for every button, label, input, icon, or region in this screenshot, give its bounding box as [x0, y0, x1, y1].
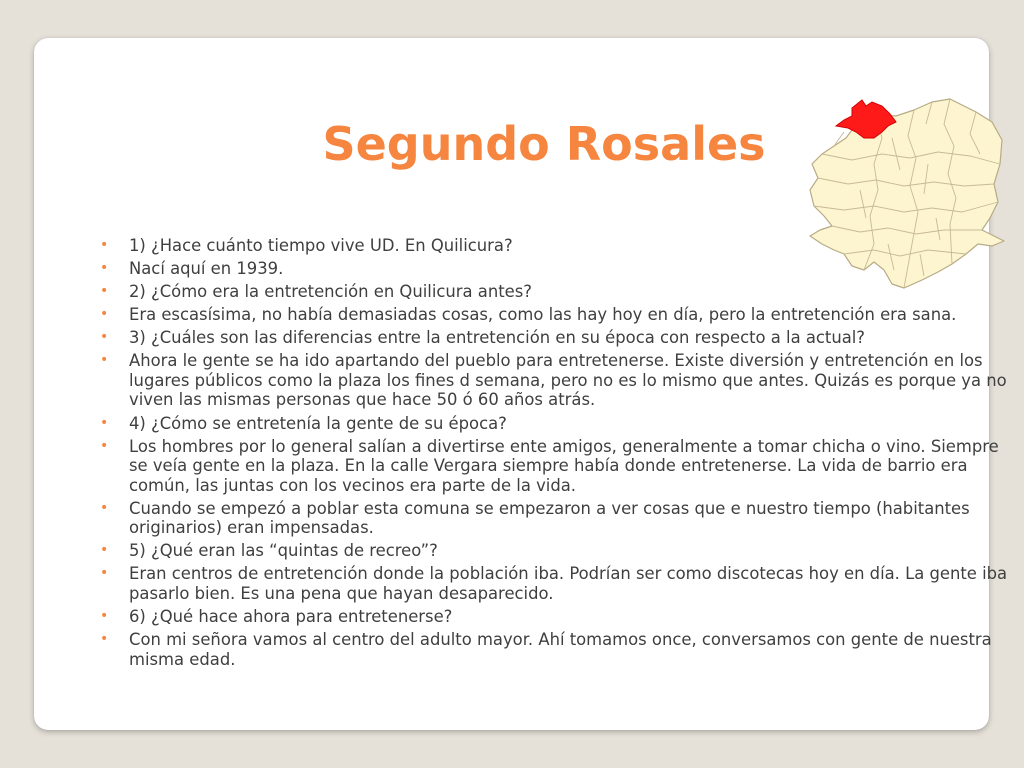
bullet-item: [98, 564, 1010, 603]
bullet-dot-icon: •: [100, 352, 109, 369]
bullet-text: 6) ¿Qué hace ahora para entretenerse?: [129, 607, 453, 627]
bullet-item: [98, 236, 1010, 256]
bullet-dot-icon: •: [100, 631, 109, 648]
bullet-dot-icon: •: [100, 608, 109, 625]
bullet-dot-icon: •: [100, 499, 109, 516]
bullet-text: 4) ¿Cómo se entretenía la gente de su época?: [129, 413, 507, 433]
bullet-text: Con mi señora vamos al centro del adulto mayor. Ahí tomamos once, conversamos con gente de nuestra misma edad.: [129, 630, 992, 669]
bullet-item: [98, 437, 1010, 496]
bullet-dot-icon: •: [100, 260, 109, 277]
bullet-text: Cuando se empezó a poblar esta comuna se empezaron a ver cosas que e nuestro tiempo (habitantes originarios) eran impensadas.: [129, 498, 970, 538]
bullet-item: [98, 305, 1010, 325]
slide-title: Segundo Rosales: [322, 117, 766, 171]
bullet-item: [98, 259, 1010, 279]
bullet-text: Nací aquí en 1939.: [129, 259, 284, 279]
bullet-item: [98, 630, 1010, 669]
bullet-item: [98, 328, 1010, 348]
bullet-item: [98, 351, 1010, 410]
bullet-item: [98, 499, 1010, 538]
bullet-dot-icon: •: [100, 329, 109, 346]
bullet-dot-icon: •: [100, 283, 109, 300]
bullet-text: 3) ¿Cuáles son las diferencias entre la entretención en su época con respecto a la actual?: [129, 328, 866, 348]
bullet-dot-icon: •: [100, 565, 109, 582]
bullet-text: Ahora le gente se ha ido apartando del pueblo para entretenerse. Existe diversión y entretención en los lugares públicos como la plaza los fines d semana, pero no es lo mismo que antes. Quizás es porque ya no viven las mismas personas que hace 50 ó 60 años atrás.: [129, 351, 1007, 410]
bullet-text: Los hombres por lo general salían a divertirse ente amigos, generalmente a tomar chicha o vino. Siempre se veía gente en la plaza. En la calle Vergara siempre había donde entretenerse. La vida de barrio era común, las juntas con los vecinos era parte de la vida.: [129, 436, 999, 495]
bullet-text: 1) ¿Hace cuánto tiempo vive UD. En Quilicura?: [129, 236, 513, 255]
bullet-text: 2) ¿Cómo era la entretención en Quilicura antes?: [129, 282, 532, 302]
bullet-text: Era escasísima, no había demasiadas cosas, como las hay hoy en día, pero la entretención era sana.: [129, 305, 957, 325]
bullet-dot-icon: •: [100, 437, 109, 454]
bullet-item: [98, 607, 1010, 627]
bullet-item: [98, 414, 1010, 434]
slide: [34, 38, 1008, 730]
bullet-text: 5) ¿Qué eran las “quintas de recreo”?: [129, 541, 438, 561]
bullet-dot-icon: •: [100, 542, 109, 559]
interview-bullet-list: [98, 236, 1010, 673]
bullet-dot-icon: •: [100, 306, 109, 323]
bullet-item: [98, 541, 1010, 561]
bullet-item: [98, 282, 1010, 302]
bullet-text: Eran centros de entretención donde la población iba. Podrían ser como discotecas hoy en día. La gente iba pasarlo bien. Es una pena que hayan desaparecido.: [129, 564, 1008, 603]
bullet-dot-icon: •: [100, 414, 109, 431]
bullet-dot-icon: •: [100, 237, 109, 253]
